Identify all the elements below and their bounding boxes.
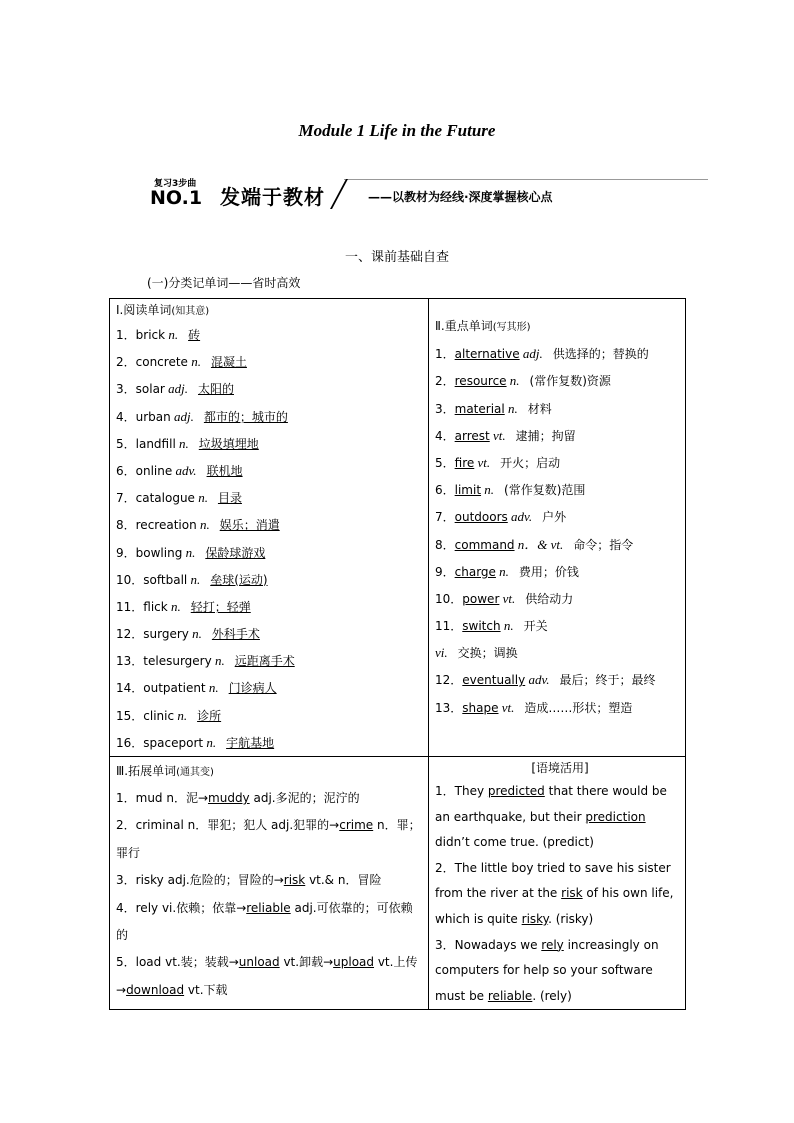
- item-pos: n.: [194, 490, 208, 506]
- item-word: telesurgery: [143, 654, 212, 669]
- item-word: command: [454, 537, 515, 552]
- item-pos: n.: [188, 626, 202, 642]
- extend-header: Ⅲ.拓展单词(通其变): [116, 764, 214, 778]
- item-meaning: 命令；指令: [573, 537, 634, 552]
- item-word: eventually: [462, 673, 526, 688]
- item-meaning: 宇航基地: [226, 735, 275, 750]
- item-meaning: 开关: [523, 619, 548, 634]
- item-meaning: 都市的；城市的: [203, 409, 288, 424]
- item-pos: vi.: [435, 645, 448, 661]
- item-pos: vt.: [499, 590, 516, 606]
- extend-word-list: [110, 785, 428, 1004]
- item-word: limit: [454, 483, 482, 498]
- filled-word: muddy: [208, 791, 250, 805]
- reading-words-cell: [110, 299, 429, 757]
- item-meaning: 娱乐；消遣: [219, 518, 280, 533]
- item-pos: n.: [205, 680, 219, 696]
- filled-word: download: [126, 982, 185, 997]
- item-number: 2．: [116, 355, 136, 370]
- key-item: [429, 395, 685, 422]
- reading-item: [110, 484, 428, 511]
- filled-word: risk: [283, 873, 306, 888]
- key-item: [429, 612, 685, 639]
- item-meaning: 目录: [217, 491, 242, 506]
- item-pos: n.: [481, 482, 495, 498]
- key-item: [429, 340, 685, 367]
- item-number: 11．: [116, 599, 144, 614]
- item-word: resource: [454, 374, 507, 389]
- reading-item: [110, 674, 428, 701]
- item-word: switch: [462, 619, 501, 634]
- extend-item: 3．risky adj.危险的；冒险的→risk vt.& n．冒险: [116, 873, 382, 888]
- item-meaning: 垒球(运动): [210, 572, 268, 587]
- banner-number: NO.1: [150, 187, 203, 209]
- item-meaning: 外科手术: [211, 627, 260, 642]
- item-pos: n.: [182, 544, 196, 560]
- reading-item: [110, 566, 428, 593]
- item-word: outpatient: [143, 681, 206, 696]
- item-word: charge: [454, 564, 496, 579]
- key-item: [429, 503, 685, 530]
- key-item: [429, 531, 685, 558]
- item-word: catalogue: [135, 491, 195, 506]
- item-word: shape: [462, 700, 499, 715]
- filled-word: unload: [238, 955, 280, 970]
- item-meaning: 交换；调换: [457, 646, 518, 661]
- item-meaning: 费用；价钱: [518, 564, 579, 579]
- extend-words-cell: [110, 757, 429, 1010]
- filled-word: predicted: [487, 784, 545, 798]
- item-word: landfill: [135, 436, 176, 451]
- item-number: 1．: [116, 328, 136, 342]
- extend-item: 1．mud n．泥→muddy adj.多泥的；泥泞的: [116, 791, 360, 805]
- reading-item: [110, 457, 428, 484]
- item-number: 5．: [435, 455, 455, 470]
- extend-item: 2．criminal n．罪犯；犯人 adj.犯罪的→crime n．罪；罪行: [116, 818, 421, 860]
- item-pos: n.: [174, 707, 188, 723]
- item-word: recreation: [135, 518, 197, 533]
- item-meaning: (常作复数)资源: [529, 374, 611, 389]
- item-pos: n.: [187, 571, 201, 587]
- page-title: Module 1 Life in the Future: [298, 121, 496, 140]
- banner-rule: [344, 179, 708, 180]
- reading-item: [110, 348, 428, 375]
- item-meaning: 诊所: [197, 708, 222, 723]
- item-word: spaceport: [143, 735, 204, 750]
- item-meaning: 太阳的: [197, 382, 234, 397]
- item-number: 7．: [116, 491, 136, 506]
- item-number: 9．: [435, 564, 455, 579]
- context-item: 2．The little boy tried to save his sister from the river at the risk of his own life, which is quite risky. (risky): [435, 860, 674, 926]
- item-number: 13．: [435, 700, 463, 715]
- item-pos: n.: [167, 598, 181, 614]
- item-meaning: 垃圾填埋地: [198, 436, 259, 451]
- item-meaning: 户外: [542, 510, 567, 525]
- item-pos: n.: [506, 373, 520, 389]
- item-meaning: 开火；启动: [500, 455, 561, 470]
- item-word: concrete: [135, 355, 188, 370]
- item-word: alternative: [454, 347, 520, 362]
- filled-word: rely: [541, 937, 564, 952]
- context-item: 1．They predicted that there would be an earthquake, but their prediction didn’t come true. (predict): [435, 784, 667, 850]
- context-list: [429, 779, 685, 1009]
- item-pos: n.: [203, 734, 217, 750]
- key-word-list: [429, 340, 685, 721]
- key-item: [429, 694, 685, 721]
- item-number: 8．: [116, 518, 136, 533]
- item-meaning: 供选择的；替换的: [552, 347, 649, 362]
- item-pos: vt.: [489, 427, 506, 443]
- item-number: 3．: [116, 382, 136, 397]
- extend-item: 4．rely vi.依赖；依靠→reliable adj.可依靠的；可依赖的: [116, 900, 413, 943]
- item-meaning: 造成……形状；塑造: [524, 700, 633, 715]
- vocabulary-table: [109, 298, 686, 1010]
- section-title: 一、课前基础自查: [344, 250, 449, 265]
- item-word: power: [462, 591, 500, 606]
- reading-item: [110, 620, 428, 647]
- item-meaning: 最后；终于；最终: [559, 673, 656, 688]
- item-number: 14．: [116, 681, 144, 696]
- item-pos: adv.: [172, 462, 197, 478]
- item-number: 1．: [435, 347, 455, 362]
- reading-item: [110, 430, 428, 457]
- item-pos: n.: [211, 653, 225, 669]
- key-item: [429, 666, 685, 693]
- item-number: 6．: [435, 483, 455, 498]
- item-pos: adv.: [525, 672, 550, 688]
- key-item: [429, 422, 685, 449]
- key-header: Ⅱ.重点单词(写其形): [435, 319, 531, 333]
- context-cell: [429, 757, 686, 1010]
- item-number: 4．: [435, 428, 455, 443]
- reading-item: [110, 511, 428, 538]
- item-meaning: 联机地: [206, 463, 243, 478]
- reading-item: [110, 702, 428, 729]
- item-meaning: 远距离手术: [234, 654, 295, 669]
- filled-word: risk: [561, 886, 583, 901]
- item-number: 2．: [435, 374, 455, 389]
- item-number: 6．: [116, 463, 136, 478]
- filled-word: crime: [339, 818, 374, 833]
- key-item: [429, 558, 685, 585]
- item-pos: adj.: [519, 346, 543, 362]
- item-word: material: [454, 401, 505, 416]
- item-pos: adj.: [164, 381, 188, 397]
- item-pos: n.: [165, 327, 179, 342]
- item-word: softball: [143, 572, 188, 587]
- reading-header: Ⅰ.阅读单词(知其意): [116, 303, 210, 317]
- reading-item: [110, 403, 428, 430]
- item-pos: adv.: [507, 509, 533, 525]
- item-word: arrest: [454, 428, 490, 443]
- item-pos: n．& vt.: [514, 536, 564, 552]
- item-number: 11．: [435, 619, 463, 634]
- item-pos: n.: [504, 400, 518, 416]
- item-pos: n.: [175, 435, 189, 451]
- item-meaning: 门诊病人: [228, 681, 277, 696]
- reading-word-list: [110, 321, 428, 756]
- item-meaning: 供给动力: [525, 591, 574, 606]
- key-item: [429, 476, 685, 503]
- filled-word: reliable: [246, 900, 291, 915]
- banner-step: 复习3步曲: [154, 179, 197, 189]
- item-word: brick: [135, 328, 166, 342]
- item-number: 16．: [116, 735, 144, 750]
- item-number: 13．: [116, 654, 144, 669]
- filled-word: prediction: [585, 809, 646, 824]
- item-word: surgery: [143, 627, 189, 642]
- reading-item: [110, 647, 428, 674]
- item-number: 3．: [435, 401, 455, 416]
- item-pos: vt.: [498, 699, 515, 715]
- item-meaning: (常作复数)范围: [504, 483, 586, 498]
- item-number: 12．: [116, 627, 144, 642]
- context-item: 3．Nowadays we rely increasingly on computers for help so your software must be reliable. (rely): [435, 937, 659, 1003]
- item-meaning: 混凝土: [210, 355, 247, 370]
- item-number: 10．: [116, 572, 144, 587]
- item-word: bowling: [135, 545, 183, 560]
- item-meaning: 轻打；轻弹: [190, 599, 251, 614]
- reading-item: [110, 593, 428, 620]
- key-item: [429, 639, 685, 666]
- item-number: 12．: [435, 673, 463, 688]
- item-number: 7．: [435, 510, 455, 525]
- filled-word: upload: [333, 955, 375, 970]
- filled-word: risky: [521, 911, 549, 926]
- reading-item: [110, 321, 428, 348]
- section-banner: [148, 176, 710, 210]
- item-pos: vt.: [474, 454, 491, 470]
- item-word: urban: [135, 409, 171, 424]
- item-number: 9．: [116, 545, 136, 560]
- reading-item: [110, 729, 428, 756]
- banner-heading: 发端于教材: [220, 185, 325, 209]
- item-word: fire: [454, 455, 475, 470]
- reading-item: [110, 375, 428, 402]
- item-pos: n.: [495, 563, 509, 579]
- banner-subheading: ——以教材为经线·深度掌握核心点: [368, 190, 553, 204]
- item-word: flick: [143, 599, 168, 614]
- item-number: 4．: [116, 409, 136, 424]
- item-meaning: 砖: [188, 328, 201, 342]
- item-word: online: [135, 463, 173, 478]
- item-pos: n.: [196, 517, 210, 533]
- item-pos: n.: [500, 618, 514, 634]
- item-word: clinic: [143, 708, 175, 723]
- item-meaning: 材料: [527, 401, 552, 416]
- item-pos: adj.: [170, 408, 194, 424]
- key-item: [429, 367, 685, 394]
- key-words-cell: [429, 299, 686, 757]
- item-number: 15．: [116, 708, 144, 723]
- item-meaning: 保龄球游戏: [205, 545, 266, 560]
- filled-word: reliable: [487, 988, 533, 1003]
- item-pos: n.: [187, 354, 201, 370]
- key-item: [429, 449, 685, 476]
- banner-slash: [330, 179, 348, 209]
- item-number: 8．: [435, 537, 455, 552]
- item-meaning: 逮捕；拘留: [515, 428, 576, 443]
- item-number: 5．: [116, 436, 136, 451]
- extend-item: 5．load vt.装；装载→unload vt.卸载→upload vt.上传→download vt.下载: [116, 955, 418, 997]
- item-number: 10．: [435, 591, 463, 606]
- subsection-title: (一)分类记单词——省时高效: [147, 276, 301, 290]
- item-word: solar: [135, 382, 165, 397]
- key-item: [429, 585, 685, 612]
- item-word: outdoors: [454, 510, 508, 525]
- context-header: [语境活用]: [531, 761, 589, 775]
- reading-item: [110, 539, 428, 566]
